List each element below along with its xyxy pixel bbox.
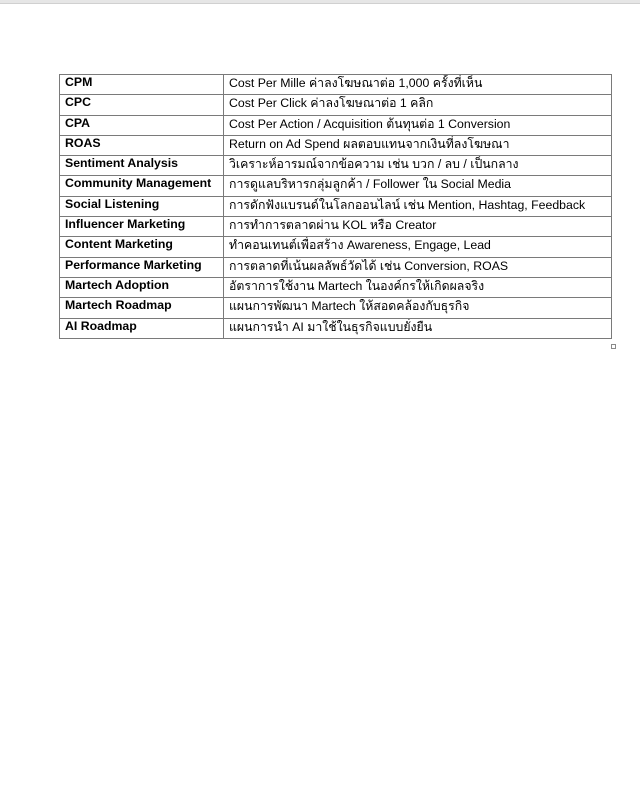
table-row	[60, 237, 612, 257]
definition-cell[interactable]: Return on Ad Spend ผลตอบแทนจากเงินที่ลงโฆษณา	[224, 135, 612, 155]
term-cell[interactable]: Community Management	[60, 176, 224, 196]
term-cell[interactable]: CPM	[60, 75, 224, 95]
term-cell[interactable]: Martech Adoption	[60, 277, 224, 297]
table-row	[60, 115, 612, 135]
definition-cell[interactable]: ทำคอนเทนต์เพื่อสร้าง Awareness, Engage, Lead	[224, 237, 612, 257]
definition-cell[interactable]: การตลาดที่เน้นผลลัพธ์วัดได้ เช่น Conversion, ROAS	[224, 257, 612, 277]
definition-cell[interactable]: การทำการตลาดผ่าน KOL หรือ Creator	[224, 217, 612, 237]
definition-cell[interactable]: Cost Per Click ค่าลงโฆษณาต่อ 1 คลิก	[224, 95, 612, 115]
glossary-table	[59, 74, 612, 339]
term-cell[interactable]: Sentiment Analysis	[60, 156, 224, 176]
table-row	[60, 277, 612, 297]
table-row	[60, 318, 612, 338]
definition-cell[interactable]: วิเคราะห์อารมณ์จากข้อความ เช่น บวก / ลบ / เป็นกลาง	[224, 156, 612, 176]
table-row	[60, 217, 612, 237]
definition-cell[interactable]: อัตราการใช้งาน Martech ในองค์กรให้เกิดผลจริง	[224, 277, 612, 297]
table-row	[60, 95, 612, 115]
table-row	[60, 176, 612, 196]
term-cell[interactable]: Social Listening	[60, 196, 224, 216]
definition-cell[interactable]: แผนการนำ AI มาใช้ในธุรกิจแบบยั่งยืน	[224, 318, 612, 338]
term-cell[interactable]: AI Roadmap	[60, 318, 224, 338]
term-cell[interactable]: Content Marketing	[60, 237, 224, 257]
table-row	[60, 298, 612, 318]
table-row	[60, 257, 612, 277]
term-cell[interactable]: ROAS	[60, 135, 224, 155]
table-row	[60, 135, 612, 155]
definition-cell[interactable]: การดูแลบริหารกลุ่มลูกค้า / Follower ใน Social Media	[224, 176, 612, 196]
table-row	[60, 75, 612, 95]
term-cell[interactable]: CPA	[60, 115, 224, 135]
table-row	[60, 196, 612, 216]
definition-cell[interactable]: การดักฟังแบรนด์ในโลกออนไลน์ เช่น Mention, Hashtag, Feedback	[224, 196, 612, 216]
table-resize-handle[interactable]	[611, 344, 616, 349]
term-cell[interactable]: Performance Marketing	[60, 257, 224, 277]
table-row	[60, 156, 612, 176]
definition-cell[interactable]: Cost Per Action / Acquisition ต้นทุนต่อ 1 Conversion	[224, 115, 612, 135]
definition-cell[interactable]: Cost Per Mille ค่าลงโฆษณาต่อ 1,000 ครั้งที่เห็น	[224, 75, 612, 95]
definition-cell[interactable]: แผนการพัฒนา Martech ให้สอดคล้องกับธุรกิจ	[224, 298, 612, 318]
term-cell[interactable]: Influencer Marketing	[60, 217, 224, 237]
term-cell[interactable]: Martech Roadmap	[60, 298, 224, 318]
term-cell[interactable]: CPC	[60, 95, 224, 115]
